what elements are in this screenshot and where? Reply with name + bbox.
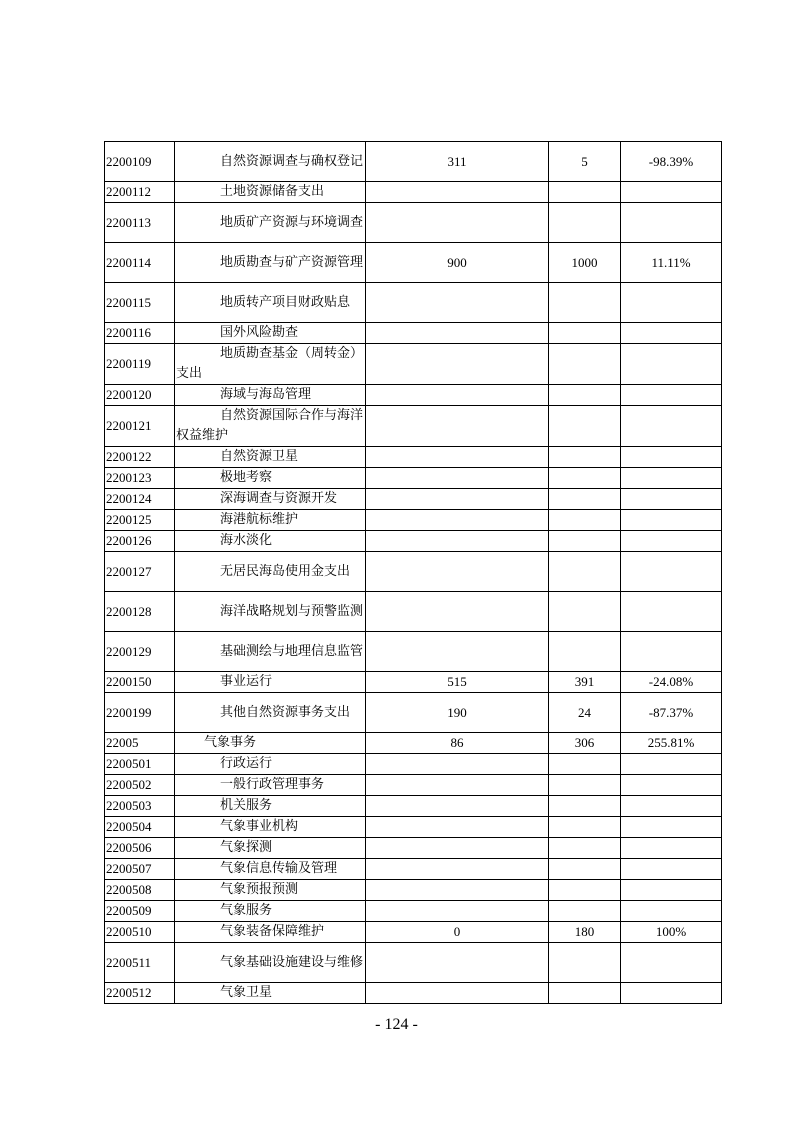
subject-name-text: 气象基础设施建设与维修 xyxy=(220,954,364,970)
value-cell-prior: 190 xyxy=(366,693,549,733)
change-percent-cell xyxy=(621,489,722,510)
subject-code-cell: 22005 xyxy=(105,733,175,754)
subject-name-text: 国外风险勘查 xyxy=(220,325,299,340)
value-cell-current xyxy=(549,552,621,592)
budget-table xyxy=(104,141,722,1004)
subject-name-text: 行政运行 xyxy=(220,756,273,771)
table-row xyxy=(105,592,722,632)
change-percent-cell xyxy=(621,552,722,592)
table-row xyxy=(105,983,722,1004)
subject-name-cell xyxy=(175,796,366,817)
subject-code-cell: 2200120 xyxy=(105,385,175,406)
table-row xyxy=(105,468,722,489)
subject-name-cell xyxy=(175,592,366,632)
value-cell-current xyxy=(549,859,621,880)
change-percent-cell xyxy=(621,182,722,203)
subject-code-cell: 2200122 xyxy=(105,447,175,468)
value-cell-prior xyxy=(366,859,549,880)
value-cell-prior: 0 xyxy=(366,922,549,943)
subject-name-cell xyxy=(175,142,366,182)
subject-name-text: 极地考察 xyxy=(220,470,273,485)
subject-name-cell xyxy=(175,632,366,672)
change-percent-cell xyxy=(621,983,722,1004)
subject-code-cell: 2200510 xyxy=(105,922,175,943)
change-percent-cell xyxy=(621,838,722,859)
subject-name-cell xyxy=(175,880,366,901)
subject-name-cell xyxy=(175,531,366,552)
subject-name-text: 海域与海岛管理 xyxy=(220,387,312,402)
change-percent-cell xyxy=(621,901,722,922)
subject-code-cell: 2200509 xyxy=(105,901,175,922)
change-percent-cell xyxy=(621,468,722,489)
subject-name-cell xyxy=(175,552,366,592)
table-row xyxy=(105,922,722,943)
value-cell-prior: 311 xyxy=(366,142,549,182)
table-body xyxy=(105,142,722,1004)
subject-code-cell: 2200129 xyxy=(105,632,175,672)
subject-code-cell: 2200503 xyxy=(105,796,175,817)
change-percent-cell: 100% xyxy=(621,922,722,943)
subject-name-text: 气象探测 xyxy=(220,840,273,855)
value-cell-prior xyxy=(366,385,549,406)
value-cell-current xyxy=(549,632,621,672)
subject-code-cell: 2200127 xyxy=(105,552,175,592)
subject-name-text: 事业运行 xyxy=(220,674,273,689)
table-row xyxy=(105,142,722,182)
table-row xyxy=(105,943,722,983)
table-row xyxy=(105,531,722,552)
table-row xyxy=(105,406,722,447)
subject-code-cell: 2200109 xyxy=(105,142,175,182)
value-cell-current xyxy=(549,880,621,901)
table-row xyxy=(105,203,722,243)
table-row xyxy=(105,510,722,531)
table-row xyxy=(105,385,722,406)
table-row xyxy=(105,754,722,775)
subject-name-cell xyxy=(175,838,366,859)
subject-name-text: 海港航标维护 xyxy=(220,512,299,527)
change-percent-cell xyxy=(621,203,722,243)
subject-name-text: 地质转产项目财政贴息 xyxy=(220,294,351,310)
subject-name-text: 其他自然资源事务支出 xyxy=(220,704,351,720)
subject-code-cell: 2200125 xyxy=(105,510,175,531)
table-row xyxy=(105,632,722,672)
subject-name-text: 自然资源国际合作与海洋权益维护 xyxy=(176,408,364,443)
subject-code-cell: 2200126 xyxy=(105,531,175,552)
value-cell-current: 5 xyxy=(549,142,621,182)
value-cell-current xyxy=(549,796,621,817)
subject-name-cell xyxy=(175,672,366,693)
table-row xyxy=(105,775,722,796)
value-cell-prior xyxy=(366,283,549,323)
subject-name-text: 气象事业机构 xyxy=(220,819,299,834)
change-percent-cell: -24.08% xyxy=(621,672,722,693)
value-cell-current xyxy=(549,901,621,922)
table-row xyxy=(105,552,722,592)
table-row xyxy=(105,901,722,922)
value-cell-prior xyxy=(366,552,549,592)
subject-name-cell xyxy=(175,817,366,838)
subject-name-cell xyxy=(175,344,366,385)
value-cell-current: 24 xyxy=(549,693,621,733)
table-row xyxy=(105,796,722,817)
subject-name-cell xyxy=(175,775,366,796)
value-cell-current xyxy=(549,592,621,632)
subject-name-text: 气象事务 xyxy=(204,735,257,750)
value-cell-current: 1000 xyxy=(549,243,621,283)
value-cell-current: 180 xyxy=(549,922,621,943)
table-row xyxy=(105,489,722,510)
value-cell-prior xyxy=(366,447,549,468)
change-percent-cell: -98.39% xyxy=(621,142,722,182)
table-row xyxy=(105,344,722,385)
value-cell-current xyxy=(549,385,621,406)
value-cell-prior xyxy=(366,775,549,796)
subject-code-cell: 2200112 xyxy=(105,182,175,203)
subject-name-text: 无居民海岛使用金支出 xyxy=(220,563,351,579)
value-cell-current xyxy=(549,510,621,531)
table-row xyxy=(105,182,722,203)
subject-name-cell xyxy=(175,468,366,489)
value-cell-current xyxy=(549,838,621,859)
change-percent-cell xyxy=(621,323,722,344)
subject-name-cell xyxy=(175,983,366,1004)
change-percent-cell xyxy=(621,510,722,531)
value-cell-prior: 86 xyxy=(366,733,549,754)
change-percent-cell: 255.81% xyxy=(621,733,722,754)
change-percent-cell xyxy=(621,592,722,632)
subject-name-cell xyxy=(175,901,366,922)
subject-name-cell xyxy=(175,859,366,880)
value-cell-prior xyxy=(366,510,549,531)
subject-code-cell: 2200116 xyxy=(105,323,175,344)
table-row xyxy=(105,283,722,323)
subject-name-text: 气象装备保障维护 xyxy=(220,924,325,939)
value-cell-current xyxy=(549,447,621,468)
subject-name-text: 自然资源调查与确权登记 xyxy=(220,153,364,169)
subject-code-cell: 2200113 xyxy=(105,203,175,243)
subject-name-text: 基础测绘与地理信息监管 xyxy=(220,643,364,659)
table-row xyxy=(105,859,722,880)
change-percent-cell xyxy=(621,943,722,983)
subject-code-cell: 2200199 xyxy=(105,693,175,733)
subject-name-text: 地质勘查基金（周转金）支出 xyxy=(176,346,364,381)
value-cell-prior xyxy=(366,531,549,552)
value-cell-prior xyxy=(366,344,549,385)
value-cell-prior: 900 xyxy=(366,243,549,283)
subject-code-cell: 2200511 xyxy=(105,943,175,983)
subject-name-cell xyxy=(175,323,366,344)
value-cell-prior xyxy=(366,838,549,859)
change-percent-cell xyxy=(621,531,722,552)
subject-name-text: 气象服务 xyxy=(220,903,273,918)
value-cell-prior xyxy=(366,943,549,983)
subject-name-cell xyxy=(175,510,366,531)
subject-code-cell: 2200128 xyxy=(105,592,175,632)
subject-name-text: 机关服务 xyxy=(220,798,273,813)
subject-name-cell xyxy=(175,243,366,283)
subject-name-cell xyxy=(175,447,366,468)
subject-code-cell: 2200150 xyxy=(105,672,175,693)
subject-code-cell: 2200502 xyxy=(105,775,175,796)
change-percent-cell xyxy=(621,754,722,775)
subject-code-cell: 2200123 xyxy=(105,468,175,489)
change-percent-cell xyxy=(621,283,722,323)
subject-code-cell: 2200119 xyxy=(105,344,175,385)
subject-code-cell: 2200121 xyxy=(105,406,175,447)
page-number: - 124 - xyxy=(375,1016,418,1033)
value-cell-current xyxy=(549,203,621,243)
subject-code-cell: 2200114 xyxy=(105,243,175,283)
value-cell-current xyxy=(549,775,621,796)
subject-name-cell xyxy=(175,733,366,754)
subject-name-cell xyxy=(175,203,366,243)
change-percent-cell xyxy=(621,406,722,447)
value-cell-prior xyxy=(366,796,549,817)
subject-code-cell: 2200124 xyxy=(105,489,175,510)
subject-name-cell xyxy=(175,943,366,983)
table-row xyxy=(105,243,722,283)
subject-name-cell xyxy=(175,406,366,447)
value-cell-prior xyxy=(366,406,549,447)
value-cell-prior xyxy=(366,323,549,344)
value-cell-current xyxy=(549,489,621,510)
value-cell-prior xyxy=(366,182,549,203)
table-row xyxy=(105,817,722,838)
value-cell-current xyxy=(549,754,621,775)
value-cell-current xyxy=(549,283,621,323)
subject-code-cell: 2200512 xyxy=(105,983,175,1004)
value-cell-prior xyxy=(366,880,549,901)
value-cell-current xyxy=(549,817,621,838)
value-cell-current xyxy=(549,531,621,552)
value-cell-current xyxy=(549,182,621,203)
subject-name-text: 地质勘查与矿产资源管理 xyxy=(220,254,364,270)
subject-code-cell: 2200507 xyxy=(105,859,175,880)
subject-name-text: 地质矿产资源与环境调查 xyxy=(220,214,364,230)
subject-name-text: 一般行政管理事务 xyxy=(220,777,325,792)
table-row xyxy=(105,447,722,468)
change-percent-cell xyxy=(621,385,722,406)
change-percent-cell xyxy=(621,859,722,880)
table-row xyxy=(105,672,722,693)
change-percent-cell: 11.11% xyxy=(621,243,722,283)
table-row xyxy=(105,693,722,733)
subject-name-cell xyxy=(175,385,366,406)
value-cell-prior xyxy=(366,817,549,838)
subject-name-text: 海水淡化 xyxy=(220,533,273,548)
value-cell-prior xyxy=(366,901,549,922)
table-row xyxy=(105,323,722,344)
value-cell-prior: 515 xyxy=(366,672,549,693)
value-cell-current xyxy=(549,468,621,489)
change-percent-cell xyxy=(621,796,722,817)
subject-code-cell: 2200501 xyxy=(105,754,175,775)
subject-code-cell: 2200508 xyxy=(105,880,175,901)
value-cell-current xyxy=(549,344,621,385)
value-cell-prior xyxy=(366,754,549,775)
subject-name-cell xyxy=(175,489,366,510)
subject-name-cell xyxy=(175,922,366,943)
subject-name-cell xyxy=(175,693,366,733)
subject-name-cell xyxy=(175,754,366,775)
change-percent-cell xyxy=(621,447,722,468)
value-cell-current xyxy=(549,323,621,344)
change-percent-cell xyxy=(621,775,722,796)
change-percent-cell: -87.37% xyxy=(621,693,722,733)
table-row xyxy=(105,838,722,859)
change-percent-cell xyxy=(621,880,722,901)
value-cell-prior xyxy=(366,489,549,510)
value-cell-prior xyxy=(366,203,549,243)
value-cell-prior xyxy=(366,632,549,672)
value-cell-prior xyxy=(366,983,549,1004)
value-cell-current xyxy=(549,983,621,1004)
subject-name-cell xyxy=(175,283,366,323)
subject-code-cell: 2200504 xyxy=(105,817,175,838)
subject-code-cell: 2200115 xyxy=(105,283,175,323)
subject-name-text: 气象卫星 xyxy=(220,985,273,1000)
value-cell-current xyxy=(549,943,621,983)
value-cell-current: 306 xyxy=(549,733,621,754)
subject-name-cell xyxy=(175,182,366,203)
change-percent-cell xyxy=(621,344,722,385)
subject-name-text: 海洋战略规划与预警监测 xyxy=(220,603,364,619)
table-row xyxy=(105,733,722,754)
subject-name-text: 深海调查与资源开发 xyxy=(220,491,338,506)
value-cell-current xyxy=(549,406,621,447)
subject-name-text: 气象信息传输及管理 xyxy=(220,861,338,876)
change-percent-cell xyxy=(621,817,722,838)
value-cell-current: 391 xyxy=(549,672,621,693)
subject-code-cell: 2200506 xyxy=(105,838,175,859)
subject-name-text: 气象预报预测 xyxy=(220,882,299,897)
table-row xyxy=(105,880,722,901)
subject-name-text: 自然资源卫星 xyxy=(220,449,299,464)
value-cell-prior xyxy=(366,592,549,632)
change-percent-cell xyxy=(621,632,722,672)
value-cell-prior xyxy=(366,468,549,489)
subject-name-text: 土地资源储备支出 xyxy=(220,184,325,199)
